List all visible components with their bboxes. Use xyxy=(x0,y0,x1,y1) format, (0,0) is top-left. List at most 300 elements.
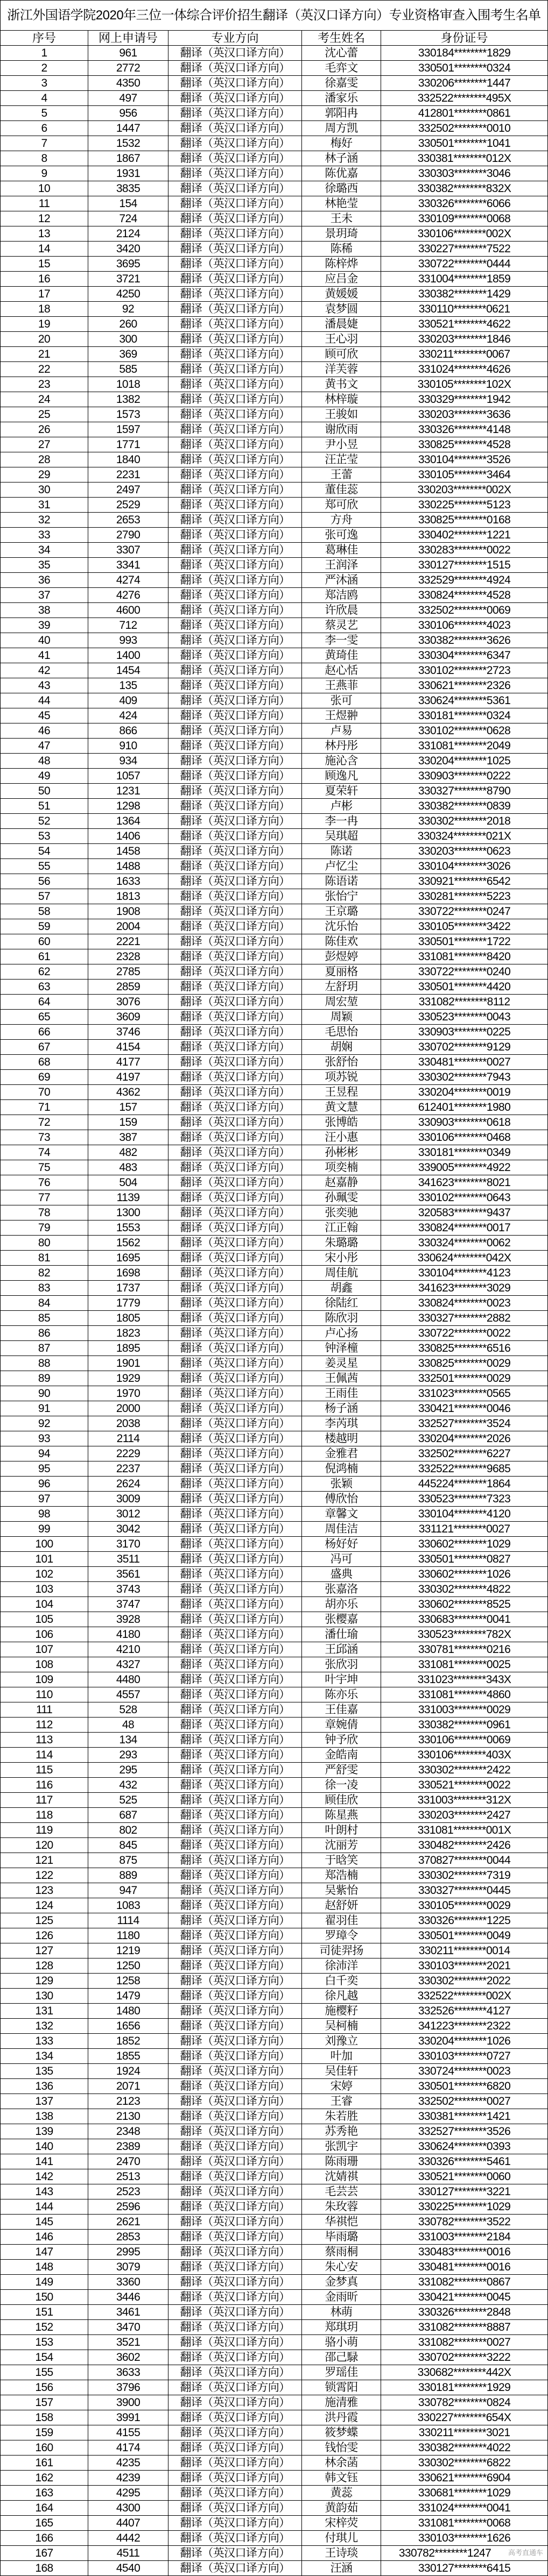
cell-number: 33 xyxy=(0,528,88,543)
cell-number: 15 xyxy=(0,257,88,272)
cell-application-no: 1250 xyxy=(88,1958,168,1974)
table-row xyxy=(0,995,548,1010)
cell-application-no: 3721 xyxy=(88,272,168,287)
cell-name: 顾佳欣 xyxy=(302,1793,381,1808)
cell-application-no: 4600 xyxy=(88,603,168,618)
cell-name: 景玥琦 xyxy=(302,226,381,242)
cell-number: 98 xyxy=(0,1507,88,1522)
cell-name: 陈梓烨 xyxy=(302,257,381,272)
table-row xyxy=(0,769,548,784)
column-header-application-no: 网上申请号 xyxy=(88,31,168,46)
cell-name: 夏荣轩 xyxy=(302,784,381,799)
cell-name: 毛弈文 xyxy=(302,61,381,76)
cell-application-no: 2853 xyxy=(88,2230,168,2245)
cell-id: 330326********6066 xyxy=(381,196,548,211)
cell-application-no: 889 xyxy=(88,1868,168,1883)
cell-number: 130 xyxy=(0,1989,88,2004)
cell-name: 张颖 xyxy=(302,1477,381,1492)
table-row xyxy=(0,151,548,166)
cell-id: 330302********6822 xyxy=(381,2456,548,2471)
cell-direction: 翻译（英汉口译方向） xyxy=(168,1190,302,1205)
cell-direction: 翻译（英汉口译方向） xyxy=(168,739,302,754)
cell-id: 332502********0010 xyxy=(381,121,548,136)
cell-number: 120 xyxy=(0,1838,88,1853)
cell-id: 330683********0041 xyxy=(381,1612,548,1627)
cell-name: 张可 xyxy=(302,693,381,708)
cell-application-no: 910 xyxy=(88,739,168,754)
cell-application-no: 4407 xyxy=(88,2516,168,2531)
table-row xyxy=(0,2471,548,2486)
cell-direction: 翻译（英汉口译方向） xyxy=(168,166,302,181)
cell-application-no: 2038 xyxy=(88,1416,168,1431)
cell-number: 146 xyxy=(0,2230,88,2245)
cell-number: 143 xyxy=(0,2184,88,2199)
cell-application-no: 4180 xyxy=(88,1627,168,1642)
cell-application-no: 2237 xyxy=(88,1461,168,1477)
cell-name: 潘晨婕 xyxy=(302,317,381,332)
cell-id: 331003********2184 xyxy=(381,2230,548,2245)
cell-id: 330421********0046 xyxy=(381,1401,548,1416)
table-row xyxy=(0,1928,548,1943)
cell-direction: 翻译（英汉口译方向） xyxy=(168,1883,302,1898)
cell-direction: 翻译（英汉口译方向） xyxy=(168,1793,302,1808)
cell-direction: 翻译（英汉口译方向） xyxy=(168,1823,302,1838)
table-row xyxy=(0,257,548,272)
cell-number: 34 xyxy=(0,543,88,558)
cell-id: 330382********0839 xyxy=(381,799,548,814)
cell-number: 164 xyxy=(0,2501,88,2516)
cell-application-no: 2348 xyxy=(88,2124,168,2139)
header-row xyxy=(0,31,548,46)
cell-id: 331081********0068 xyxy=(381,2516,548,2531)
cell-id: 331003********0029 xyxy=(381,1702,548,1718)
table-row xyxy=(0,1070,548,1085)
table-row xyxy=(0,272,548,287)
cell-id: 330824********0023 xyxy=(381,1296,548,1311)
cell-application-no: 3991 xyxy=(88,2410,168,2425)
cell-application-no: 1532 xyxy=(88,136,168,151)
table-row xyxy=(0,919,548,934)
cell-id: 330181********1929 xyxy=(381,2380,548,2395)
cell-direction: 翻译（英汉口译方向） xyxy=(168,1205,302,1220)
cell-direction: 翻译（英汉口译方向） xyxy=(168,2184,302,2199)
cell-direction: 翻译（英汉口译方向） xyxy=(168,1582,302,1597)
table-row xyxy=(0,889,548,904)
cell-application-no: 1929 xyxy=(88,1371,168,1386)
cell-number: 122 xyxy=(0,1868,88,1883)
cell-direction: 翻译（英汉口译方向） xyxy=(168,46,302,61)
cell-name: 应吕金 xyxy=(302,272,381,287)
cell-number: 91 xyxy=(0,1401,88,1416)
cell-name: 宋婷 xyxy=(302,2079,381,2094)
cell-direction: 翻译（英汉口译方向） xyxy=(168,754,302,769)
cell-id: 330624********5361 xyxy=(381,693,548,708)
cell-id: 332522********495X xyxy=(381,91,548,106)
cell-id: 330203********0623 xyxy=(381,844,548,859)
table-row xyxy=(0,1266,548,1281)
cell-name: 陈佳欢 xyxy=(302,934,381,949)
cell-number: 119 xyxy=(0,1823,88,1838)
cell-application-no: 3835 xyxy=(88,181,168,196)
cell-number: 54 xyxy=(0,844,88,859)
table-row xyxy=(0,874,548,889)
table-row xyxy=(0,1055,548,1070)
cell-name: 吴佳轩 xyxy=(302,2064,381,2079)
cell-name: 苏秀艳 xyxy=(302,2124,381,2139)
table-row xyxy=(0,1883,548,1898)
cell-number: 3 xyxy=(0,76,88,91)
cell-number: 81 xyxy=(0,1251,88,1266)
cell-id: 330109********0068 xyxy=(381,211,548,226)
cell-direction: 翻译（英汉口译方向） xyxy=(168,1175,302,1190)
table-row xyxy=(0,1040,548,1055)
table-row xyxy=(0,2561,548,2576)
cell-application-no: 1656 xyxy=(88,2019,168,2034)
table-row xyxy=(0,1853,548,1868)
cell-number: 84 xyxy=(0,1296,88,1311)
cell-number: 44 xyxy=(0,693,88,708)
cell-id: 341623********8021 xyxy=(381,1175,548,1190)
cell-number: 105 xyxy=(0,1612,88,1627)
table-row xyxy=(0,1205,548,1220)
cell-direction: 翻译（英汉口译方向） xyxy=(168,1145,302,1160)
cell-application-no: 2513 xyxy=(88,2169,168,2184)
cell-direction: 翻译（英汉口译方向） xyxy=(168,2486,302,2501)
cell-number: 87 xyxy=(0,1341,88,1356)
cell-name: 沈乐怡 xyxy=(302,919,381,934)
cell-id: 330181********0349 xyxy=(381,1145,548,1160)
cell-application-no: 1813 xyxy=(88,889,168,904)
cell-id: 330402********1221 xyxy=(381,528,548,543)
table-row xyxy=(0,1974,548,1989)
cell-number: 161 xyxy=(0,2456,88,2471)
cell-direction: 翻译（英汉口译方向） xyxy=(168,2380,302,2395)
cell-id: 330903********0222 xyxy=(381,769,548,784)
cell-application-no: 2624 xyxy=(88,1477,168,1492)
cell-number: 28 xyxy=(0,452,88,467)
cell-id: 330682********442X xyxy=(381,2365,548,2380)
column-header-number: 序号 xyxy=(0,31,88,46)
cell-id: 330206********1447 xyxy=(381,76,548,91)
cell-application-no: 1447 xyxy=(88,121,168,136)
cell-direction: 翻译（英汉口译方向） xyxy=(168,332,302,347)
cell-number: 25 xyxy=(0,407,88,422)
table-row xyxy=(0,2501,548,2516)
table-row xyxy=(0,1130,548,1145)
table-row xyxy=(0,1326,548,1341)
cell-name: 汪涵 xyxy=(302,2561,381,2576)
cell-id: 330521********0060 xyxy=(381,2169,548,2184)
cell-application-no: 3743 xyxy=(88,1582,168,1597)
cell-id: 330203********2427 xyxy=(381,1808,548,1823)
cell-id: 330104********3026 xyxy=(381,859,548,874)
cell-id: 330824********0017 xyxy=(381,1220,548,1236)
cell-id: 330106********0069 xyxy=(381,1733,548,1748)
table-row xyxy=(0,980,548,995)
cell-application-no: 993 xyxy=(88,633,168,648)
cell-name: 张博皓 xyxy=(302,1115,381,1130)
cell-application-no: 4511 xyxy=(88,2546,168,2561)
cell-direction: 翻译（英汉口译方向） xyxy=(168,2169,302,2184)
cell-application-no: 3076 xyxy=(88,995,168,1010)
cell-name: 林丹彤 xyxy=(302,739,381,754)
cell-direction: 翻译（英汉口译方向） xyxy=(168,648,302,663)
cell-number: 139 xyxy=(0,2124,88,2139)
cell-id: 330501********1041 xyxy=(381,136,548,151)
cell-number: 4 xyxy=(0,91,88,106)
cell-id: 331082********8887 xyxy=(381,2320,548,2335)
cell-direction: 翻译（英汉口译方向） xyxy=(168,1281,302,1296)
table-row xyxy=(0,1989,548,2004)
cell-direction: 翻译（英汉口译方向） xyxy=(168,106,302,121)
cell-name: 王昱程 xyxy=(302,1085,381,1100)
cell-application-no: 387 xyxy=(88,1130,168,1145)
table-row xyxy=(0,2109,548,2124)
cell-direction: 翻译（英汉口译方向） xyxy=(168,1115,302,1130)
cell-application-no: 409 xyxy=(88,693,168,708)
table-row xyxy=(0,2305,548,2320)
cell-name: 项苏锐 xyxy=(302,1070,381,1085)
cell-application-no: 4154 xyxy=(88,1040,168,1055)
cell-id: 330106********002X xyxy=(381,226,548,242)
cell-number: 24 xyxy=(0,392,88,407)
cell-name: 王煜翀 xyxy=(302,708,381,723)
cell-direction: 翻译（英汉口译方向） xyxy=(168,784,302,799)
cell-number: 142 xyxy=(0,2169,88,2184)
cell-name: 徐嘉雯 xyxy=(302,76,381,91)
cell-name: 付琪儿 xyxy=(302,2531,381,2546)
cell-application-no: 260 xyxy=(88,317,168,332)
cell-number: 157 xyxy=(0,2395,88,2410)
cell-application-no: 3079 xyxy=(88,2260,168,2275)
cell-application-no: 2596 xyxy=(88,2199,168,2215)
table-row xyxy=(0,2019,548,2034)
table-row xyxy=(0,422,548,437)
table-row xyxy=(0,543,548,558)
table-row xyxy=(0,1431,548,1446)
cell-application-no: 4235 xyxy=(88,2456,168,2471)
cell-name: 尹小昱 xyxy=(302,437,381,452)
cell-direction: 翻译（英汉口译方向） xyxy=(168,2245,302,2260)
cell-application-no: 504 xyxy=(88,1175,168,1190)
cell-id: 330521********0022 xyxy=(381,1778,548,1793)
cell-name: 钟予欣 xyxy=(302,1733,381,1748)
cell-application-no: 4276 xyxy=(88,588,168,603)
cell-number: 18 xyxy=(0,302,88,317)
cell-number: 7 xyxy=(0,136,88,151)
cell-name: 吴琪超 xyxy=(302,829,381,844)
table-row xyxy=(0,1492,548,1507)
cell-application-no: 4300 xyxy=(88,2501,168,2516)
cell-number: 43 xyxy=(0,678,88,693)
cell-name: 周佳洁 xyxy=(302,1522,381,1537)
table-row xyxy=(0,1672,548,1687)
cell-id: 330106********4023 xyxy=(381,618,548,633)
cell-number: 49 xyxy=(0,769,88,784)
cell-number: 103 xyxy=(0,1582,88,1597)
cell-direction: 翻译（英汉口译方向） xyxy=(168,498,302,513)
cell-id: 331023********0565 xyxy=(381,1386,548,1401)
watermark: 高考直通车 xyxy=(508,2549,544,2557)
cell-id: 330281********5223 xyxy=(381,889,548,904)
table-row xyxy=(0,1763,548,1778)
cell-direction: 翻译（英汉口译方向） xyxy=(168,422,302,437)
cell-direction: 翻译（英汉口译方向） xyxy=(168,1838,302,1853)
cell-direction: 翻译（英汉口译方向） xyxy=(168,1236,302,1251)
cell-application-no: 2004 xyxy=(88,919,168,934)
table-row xyxy=(0,2154,548,2169)
cell-number: 70 xyxy=(0,1085,88,1100)
cell-id: 330327********2882 xyxy=(381,1311,548,1326)
cell-direction: 翻译（英汉口译方向） xyxy=(168,980,302,995)
cell-direction: 翻译（英汉口译方向） xyxy=(168,1687,302,1702)
cell-number: 73 xyxy=(0,1130,88,1145)
cell-name: 倪鸿楠 xyxy=(302,1461,381,1477)
cell-direction: 翻译（英汉口译方向） xyxy=(168,1431,302,1446)
cell-number: 51 xyxy=(0,799,88,814)
cell-name: 白千奕 xyxy=(302,1974,381,1989)
cell-application-no: 3900 xyxy=(88,2395,168,2410)
cell-name: 锁霄阳 xyxy=(302,2380,381,2395)
cell-direction: 翻译（英汉口译方向） xyxy=(168,1461,302,1477)
cell-direction: 翻译（英汉口译方向） xyxy=(168,1778,302,1793)
cell-name: 赵嘉静 xyxy=(302,1175,381,1190)
cell-name: 徐一凌 xyxy=(302,1778,381,1793)
table-row xyxy=(0,1868,548,1883)
table-row xyxy=(0,1175,548,1190)
cell-direction: 翻译（英汉口译方向） xyxy=(168,1597,302,1612)
cell-application-no: 432 xyxy=(88,1778,168,1793)
cell-number: 17 xyxy=(0,287,88,302)
table-row xyxy=(0,949,548,964)
cell-name: 蔡灵艺 xyxy=(302,618,381,633)
cell-id: 330211********0014 xyxy=(381,1943,548,1958)
cell-number: 109 xyxy=(0,1672,88,1687)
cell-id: 412801********0861 xyxy=(381,106,548,121)
cell-id: 330825********0168 xyxy=(381,513,548,528)
cell-id: 612401********1980 xyxy=(381,1100,548,1115)
table-row xyxy=(0,648,548,663)
cell-application-no: 497 xyxy=(88,91,168,106)
table-row xyxy=(0,859,548,874)
cell-number: 138 xyxy=(0,2109,88,2124)
cell-direction: 翻译（英汉口译方向） xyxy=(168,1627,302,1642)
cell-number: 96 xyxy=(0,1477,88,1492)
cell-id: 330303********3046 xyxy=(381,166,548,181)
cell-name: 陈语诺 xyxy=(302,874,381,889)
cell-application-no: 3461 xyxy=(88,2305,168,2320)
cell-id: 331081********001X xyxy=(381,1823,548,1838)
cell-application-no: 1633 xyxy=(88,874,168,889)
cell-direction: 翻译（英汉口译方向） xyxy=(168,1296,302,1311)
cell-number: 86 xyxy=(0,1326,88,1341)
table-row xyxy=(0,663,548,678)
cell-application-no: 483 xyxy=(88,1160,168,1175)
cell-direction: 翻译（英汉口译方向） xyxy=(168,2079,302,2094)
cell-application-no: 1771 xyxy=(88,437,168,452)
cell-id: 330329********1942 xyxy=(381,392,548,407)
table-row xyxy=(0,2199,548,2215)
table-row xyxy=(0,2184,548,2199)
table-row xyxy=(0,1371,548,1386)
cell-number: 94 xyxy=(0,1446,88,1461)
table-row xyxy=(0,1025,548,1040)
cell-number: 63 xyxy=(0,980,88,995)
table-row xyxy=(0,1311,548,1326)
cell-application-no: 1018 xyxy=(88,377,168,392)
table-row xyxy=(0,482,548,498)
cell-name: 徐陆红 xyxy=(302,1296,381,1311)
cell-name: 孙珮雯 xyxy=(302,1190,381,1205)
cell-number: 79 xyxy=(0,1220,88,1236)
cell-application-no: 3307 xyxy=(88,543,168,558)
cell-direction: 翻译（英汉口译方向） xyxy=(168,2094,302,2109)
table-row xyxy=(0,1642,548,1657)
cell-name: 黄书文 xyxy=(302,377,381,392)
cell-name: 朱璐璐 xyxy=(302,1236,381,1251)
cell-name: 朱若胜 xyxy=(302,2109,381,2124)
cell-id: 330127********1515 xyxy=(381,558,548,573)
cell-number: 158 xyxy=(0,2410,88,2425)
cell-number: 152 xyxy=(0,2320,88,2335)
table-row xyxy=(0,513,548,528)
cell-id: 332527********3526 xyxy=(381,2124,548,2139)
cell-id: 330327********0445 xyxy=(381,1883,548,1898)
cell-application-no: 4327 xyxy=(88,1657,168,1672)
cell-direction: 翻译（英汉口译方向） xyxy=(168,2034,302,2049)
cell-application-no: 1479 xyxy=(88,1989,168,2004)
cell-direction: 翻译（英汉口译方向） xyxy=(168,814,302,829)
table-row xyxy=(0,1522,548,1537)
cell-number: 110 xyxy=(0,1687,88,1702)
cell-id: 330204********1025 xyxy=(381,754,548,769)
cell-direction: 翻译（英汉口译方向） xyxy=(168,934,302,949)
cell-name: 王骏如 xyxy=(302,407,381,422)
cell-number: 163 xyxy=(0,2486,88,2501)
cell-application-no: 1779 xyxy=(88,1296,168,1311)
cell-id: 330523********7323 xyxy=(381,1492,548,1507)
cell-name: 筱梦蝶 xyxy=(302,2425,381,2440)
table-row xyxy=(0,1793,548,1808)
cell-number: 59 xyxy=(0,919,88,934)
cell-direction: 翻译（英汉口译方向） xyxy=(168,693,302,708)
cell-id: 330104********4123 xyxy=(381,1266,548,1281)
cell-name: 沈婧祺 xyxy=(302,2169,381,2184)
cell-id: 330105********3464 xyxy=(381,467,548,482)
cell-application-no: 3746 xyxy=(88,1025,168,1040)
cell-number: 99 xyxy=(0,1522,88,1537)
cell-direction: 翻译（英汉口译方向） xyxy=(168,1130,302,1145)
cell-direction: 翻译（英汉口译方向） xyxy=(168,196,302,211)
cell-name: 毛思怡 xyxy=(302,1025,381,1040)
cell-application-no: 961 xyxy=(88,46,168,61)
cell-number: 13 xyxy=(0,226,88,242)
cell-number: 38 xyxy=(0,603,88,618)
table-row xyxy=(0,91,548,106)
cell-name: 陈优嘉 xyxy=(302,166,381,181)
table-row xyxy=(0,2456,548,2471)
cell-direction: 翻译（英汉口译方向） xyxy=(168,829,302,844)
cell-direction: 翻译（英汉口译方向） xyxy=(168,1733,302,1748)
table-row xyxy=(0,2440,548,2456)
cell-name: 陈稀 xyxy=(302,242,381,257)
cell-number: 35 xyxy=(0,558,88,573)
cell-name: 郭阳冉 xyxy=(302,106,381,121)
column-header-id: 身份证号 xyxy=(381,31,548,46)
table-row xyxy=(0,46,548,61)
cell-application-no: 2772 xyxy=(88,61,168,76)
table-row xyxy=(0,452,548,467)
